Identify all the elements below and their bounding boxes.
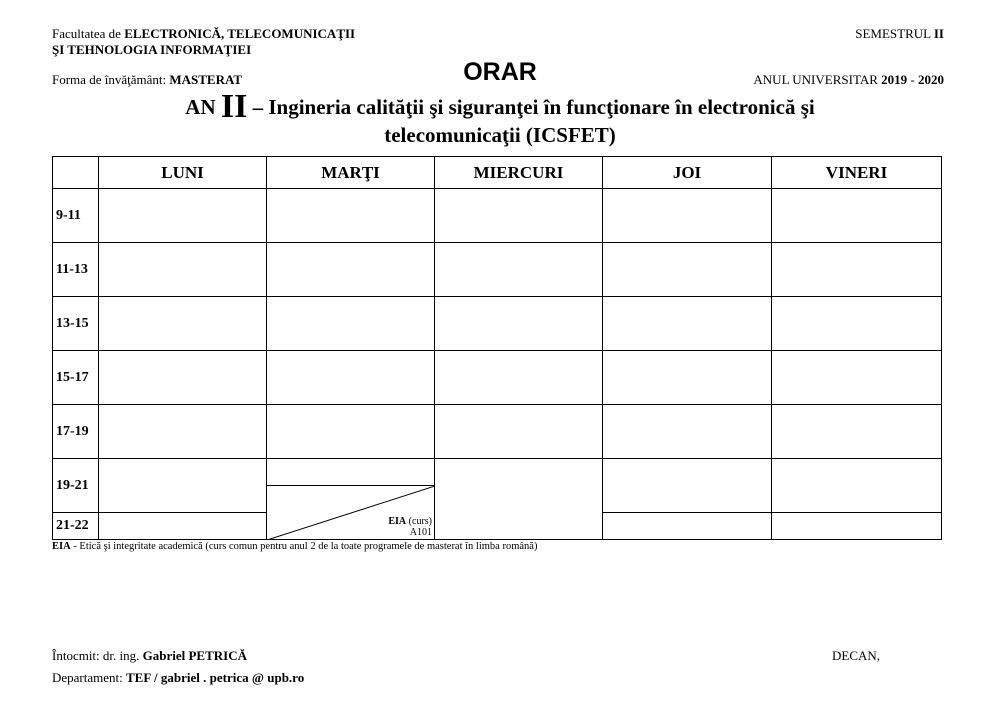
schedule-cell xyxy=(603,351,772,405)
program-title: AN II – Ingineria calităţii şi siguranţei în funcţionare în electronică şi telecomunicaţii (ICSFET) xyxy=(185,88,815,147)
department: Departament: TEF / gabriel . petrica @ upb.ro xyxy=(52,670,305,685)
schedule-cell xyxy=(99,189,267,243)
schedule-cell xyxy=(772,405,942,459)
time-slot: 9-11 xyxy=(53,189,99,243)
schedule-cell xyxy=(603,513,772,540)
prepared-by: Întocmit: dr. ing. Gabriel PETRICĂ xyxy=(52,648,248,663)
schedule-cell xyxy=(435,297,603,351)
day-header: VINERI xyxy=(772,157,942,189)
time-slot: 15-17 xyxy=(53,351,99,405)
dean-signature: DECAN, xyxy=(832,648,881,663)
day-header: MARŢI xyxy=(267,157,435,189)
legend-note: EIA - Etică şi integritate academică (curs comun pentru anul 2 de la toate programele de masterat în limba română) xyxy=(52,541,538,552)
schedule-cell xyxy=(267,243,435,297)
corner-cell xyxy=(53,157,99,189)
schedule-cell xyxy=(603,243,772,297)
schedule-cell xyxy=(772,513,942,540)
header-row xyxy=(53,157,942,189)
study-form: Forma de învăţământ: MASTERAT xyxy=(52,72,243,87)
table-row xyxy=(53,351,942,405)
schedule-cell xyxy=(603,405,772,459)
schedule-cell xyxy=(772,351,942,405)
schedule-cell xyxy=(435,243,603,297)
schedule-cell xyxy=(267,351,435,405)
schedule-cell xyxy=(435,189,603,243)
time-slot: 21-22 xyxy=(53,513,99,540)
class-cell xyxy=(267,486,435,540)
schedule-cell xyxy=(99,351,267,405)
table-row xyxy=(53,297,942,351)
schedule-cell xyxy=(99,405,267,459)
schedule-cell xyxy=(435,351,603,405)
faculty-name: Facultatea de ELECTRONICĂ, TELECOMUNICAŢII ŞI TEHNOLOGIA INFORMAŢIEI xyxy=(52,26,356,57)
day-header: JOI xyxy=(603,157,772,189)
schedule-cell xyxy=(772,459,942,513)
table-row xyxy=(53,243,942,297)
schedule-cell xyxy=(603,459,772,513)
table-row xyxy=(53,405,942,459)
class-label: EIA (curs) A101 xyxy=(388,516,432,538)
day-header: MIERCURI xyxy=(435,157,603,189)
semester: SEMESTRUL II xyxy=(855,26,944,41)
schedule-cell xyxy=(267,459,435,486)
table-row xyxy=(53,459,942,486)
schedule-cell xyxy=(435,405,603,459)
schedule-cell xyxy=(267,297,435,351)
schedule-cell xyxy=(267,405,435,459)
schedule-cell xyxy=(772,189,942,243)
schedule-table xyxy=(52,156,942,540)
time-slot: 17-19 xyxy=(53,405,99,459)
schedule-cell xyxy=(267,189,435,243)
schedule-cell xyxy=(603,297,772,351)
document-title: ORAR xyxy=(463,58,537,86)
time-slot: 13-15 xyxy=(53,297,99,351)
schedule-cell xyxy=(99,297,267,351)
schedule-cell xyxy=(99,513,267,540)
day-header: LUNI xyxy=(99,157,267,189)
table-row xyxy=(53,189,942,243)
schedule-cell xyxy=(772,243,942,297)
time-slot: 11-13 xyxy=(53,243,99,297)
schedule-cell xyxy=(435,459,603,540)
schedule-cell xyxy=(603,189,772,243)
time-slot: 19-21 xyxy=(53,459,99,513)
schedule-cell xyxy=(99,459,267,513)
schedule-cell xyxy=(772,297,942,351)
academic-year: ANUL UNIVERSITAR 2019 - 2020 xyxy=(753,72,944,87)
schedule-cell xyxy=(99,243,267,297)
